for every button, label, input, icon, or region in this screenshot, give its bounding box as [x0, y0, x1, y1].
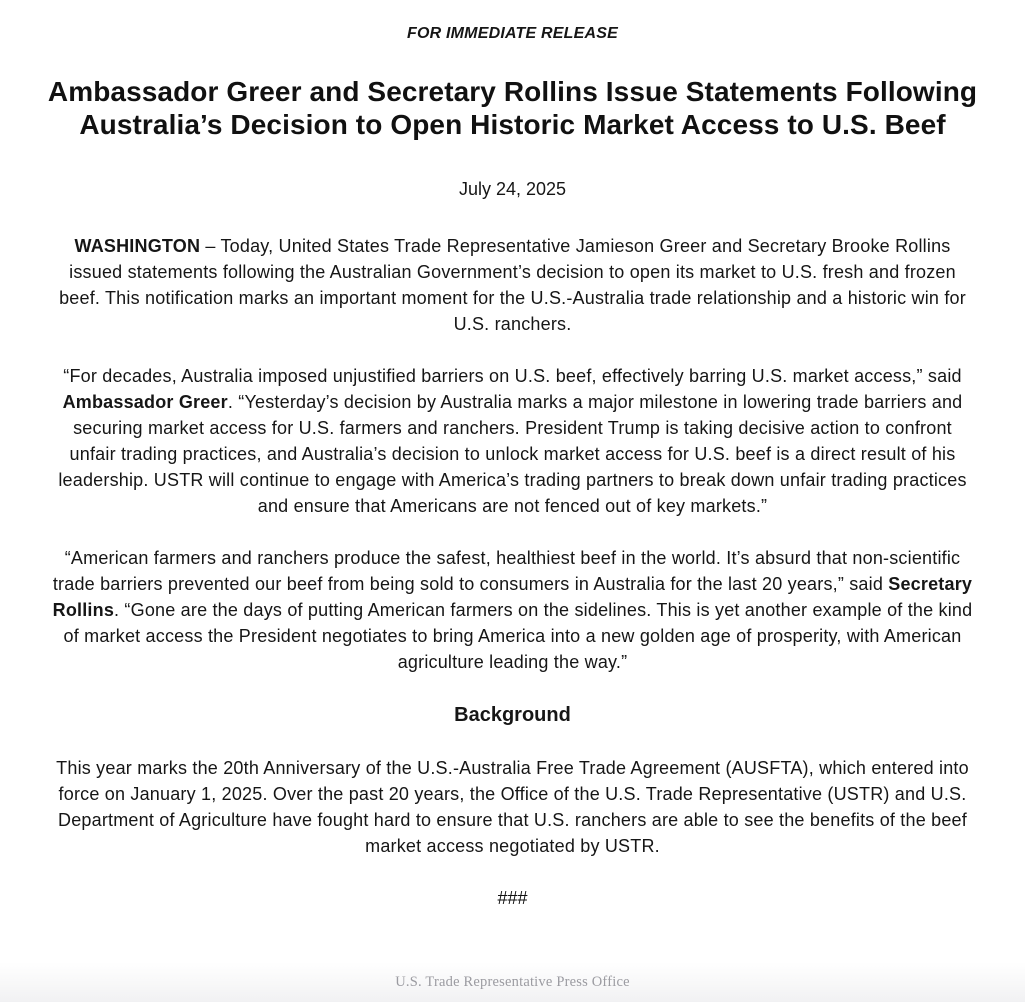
date-line: July 24, 2025: [458, 179, 567, 199]
footer-credit: U.S. Trade Representative Press Office: [395, 973, 630, 990]
background-heading: Background: [454, 704, 571, 726]
footer-band: [0, 962, 1025, 1002]
headline: Ambassador Greer and Secretary Rollins Issue Statements Following Australia’s Decision to Open Historic Market Access to U.S. Beef: [47, 76, 978, 140]
rollins-quote-body: . “Gone are the days of putting American farmers on the sidelines. This is yet another example of the kind of market access the President negotiates to bring America into a new golden age of prosperity, with American agriculture leading the way.”: [63, 600, 973, 672]
paragraph-text: – Today, United States Trade Representative Jamieson Greer and Secretary Brooke Rollins issued statements following the Australian Government’s decision to open its market to U.S. fresh and frozen beef. This notification marks an important moment for the U.S.-Australia trade relationship and a historic win for U.S. ranchers.: [59, 236, 966, 334]
greer-quote-lead: “For decades, Australia imposed unjustified barriers on U.S. beef, effectively barring U.S. market access,” said: [63, 366, 962, 386]
end-mark: ###: [497, 888, 528, 908]
body-paragraph-greer-quote: [53, 363, 973, 519]
greer-quote-body: . “Yesterday’s decision by Australia marks a major milestone in lowering trade barriers and securing market access for U.S. farmers and ranchers. President Trump is taking decisive action to confront unfair trading practices, and Australia’s decision to unlock market access for U.S. beef is a direct result of his leadership. USTR will continue to engage with America’s trading partners to break down unfair trading practices and ensure that Americans are not fenced out of key markets.”: [58, 392, 967, 516]
body-paragraph-rollins-quote: [53, 545, 973, 675]
secretary-rollins-name: Secretary Rollins: [52, 574, 973, 620]
dateline-city: WASHINGTON: [74, 236, 201, 256]
body-paragraph-washington: [53, 233, 973, 337]
background-paragraph: This year marks the 20th Anniversary of the U.S.-Australia Free Trade Agreement (AUSFTA), which entered into force on January 1, 2025. Over the past 20 years, the Office of the U.S. Trade Representative (USTR) and U.S. Department of Agriculture have fought hard to ensure that U.S. ranchers are able to see the benefits of the beef market access negotiated by USTR.: [56, 758, 969, 856]
release-line: FOR IMMEDIATE RELEASE: [406, 25, 619, 42]
ambassador-greer-name: Ambassador Greer: [62, 392, 228, 412]
rollins-quote-lead: “American farmers and ranchers produce the safest, healthiest beef in the world. It’s absurd that non-scientific trade barriers prevented our beef from being sold to consumers in Australia for the last 20 years,” said: [52, 548, 961, 594]
